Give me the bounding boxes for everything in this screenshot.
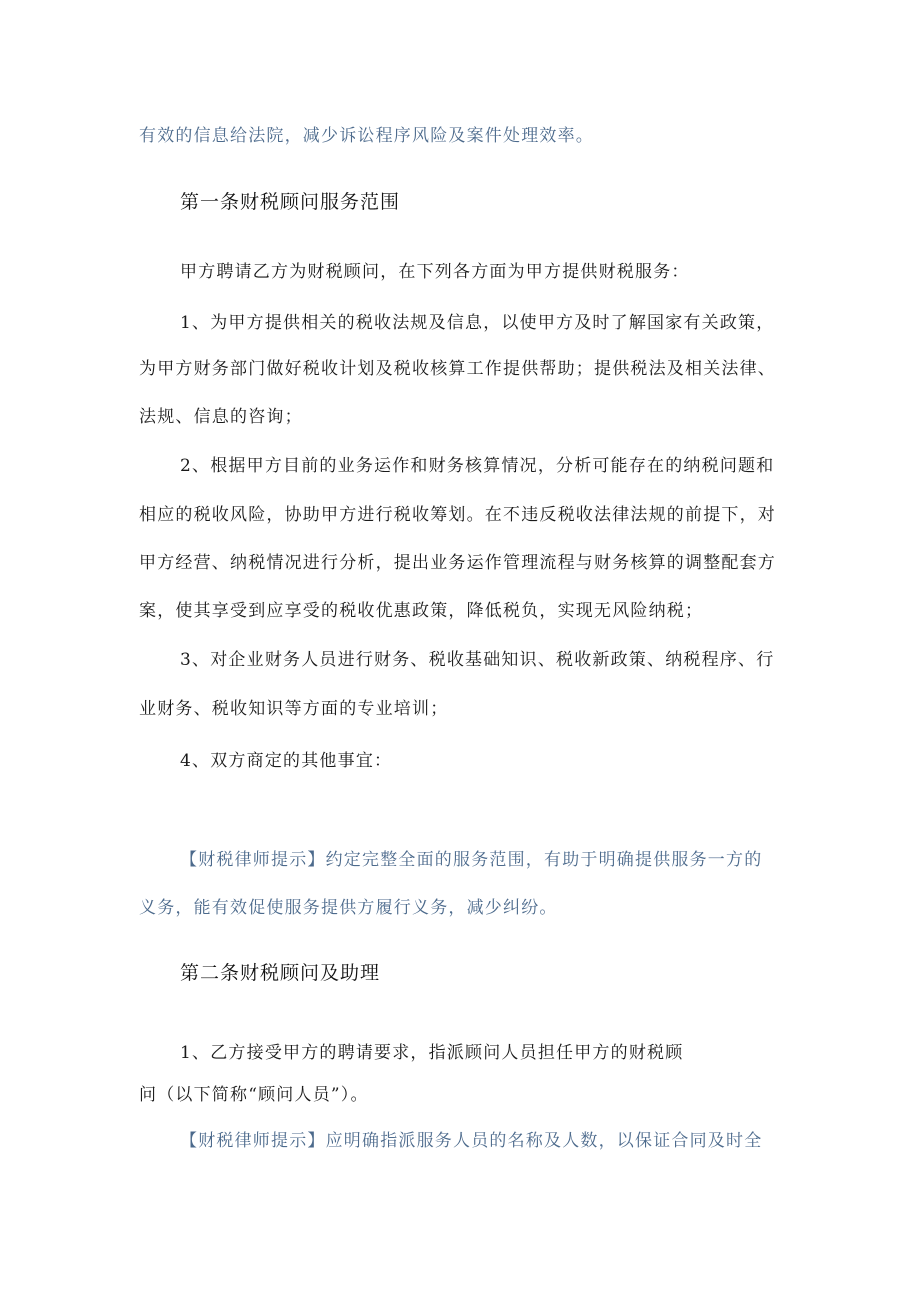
item-3-line-2: 业财务、税收知识等方面的专业培训； [139, 699, 449, 719]
item-2-line-2: 相应的税收风险，协助甲方进行税收筹划。在不违反税收法律法规的前提下，对 [139, 505, 776, 525]
tax-lawyer-note-1-line-1: 【财税律师提示】约定完整全面的服务范围，有助于明确提供服务一方的 [180, 850, 763, 870]
prev-note-continuation: 有效的信息给法院，减少诉讼程序风险及案件处理效率。 [139, 126, 594, 146]
item-2-line-1: 2、根据甲方目前的业务运作和财务核算情况，分析可能存在的纳税问题和 [180, 456, 775, 476]
item-1-line-1: 1、为甲方提供相关的税收法规及信息，以使甲方及时了解国家有关政策， [180, 313, 775, 333]
article-1-heading: 第一条财税顾问服务范围 [180, 191, 401, 213]
item-4: 4、双方商定的其他事宜： [180, 751, 393, 771]
article-1-intro: 甲方聘请乙方为财税顾问，在下列各方面为甲方提供财税服务： [180, 262, 690, 282]
item-3-line-1: 3、对企业财务人员进行财务、税收基础知识、税收新政策、纳税程序、行 [180, 650, 775, 670]
tax-lawyer-note-1-line-2: 义务，能有效促使服务提供方履行义务，减少纠纷。 [139, 898, 558, 918]
article-2-item-1-line-2: 问（以下简称“顾问人员”）。 [139, 1085, 369, 1105]
article-2-item-1-line-1: 1、乙方接受甲方的聘请要求，指派顾问人员担任甲方的财税顾 [180, 1043, 684, 1063]
item-1-line-2: 为甲方财务部门做好税收计划及税收核算工作提供帮助；提供税法及相关法律、 [139, 359, 776, 379]
item-2-line-4: 案，使其享受到应享受的税收优惠政策，降低税负，实现无风险纳税； [139, 601, 704, 621]
tax-lawyer-note-2-line-1: 【财税律师提示】应明确指派服务人员的名称及人数，以保证合同及时全 [180, 1131, 763, 1151]
item-1-line-3: 法规、信息的咨询； [139, 407, 303, 427]
article-2-heading: 第二条财税顾问及助理 [180, 962, 381, 984]
item-2-line-3: 甲方经营、纳税情况进行分析，提出业务运作管理流程与财务核算的调整配套方 [139, 553, 776, 573]
